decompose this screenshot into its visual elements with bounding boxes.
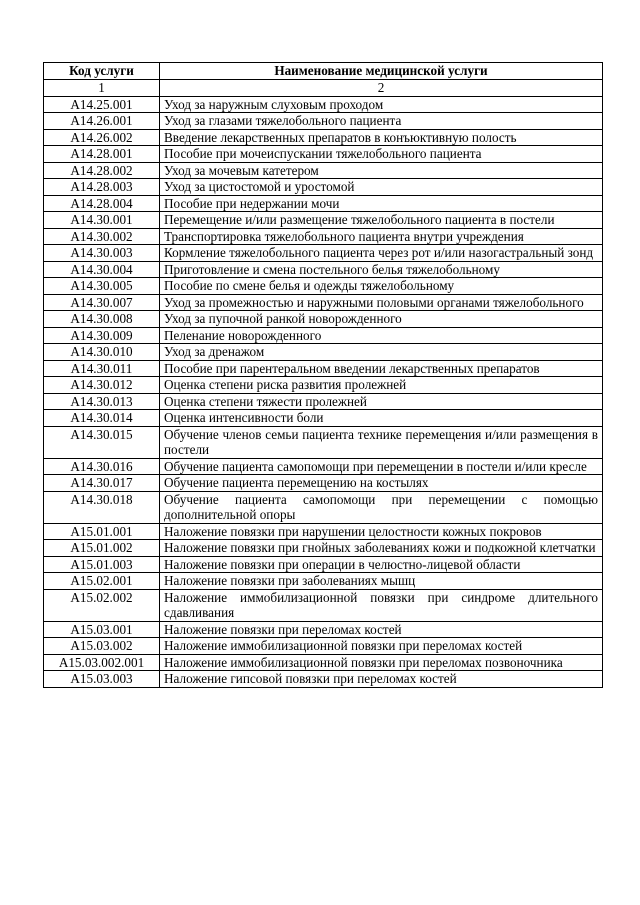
table-row [44,638,603,655]
service-name-cell: Уход за наружным слуховым проходом [160,96,603,113]
service-code-cell: A14.30.009 [44,327,160,344]
service-code-cell: A14.30.001 [44,212,160,229]
service-code-cell: A14.30.008 [44,311,160,328]
service-code-cell: A15.02.001 [44,573,160,590]
service-code-cell: A14.28.004 [44,195,160,212]
service-name-cell: Обучение пациента перемещению на костылях [160,475,603,492]
table-row [44,278,603,295]
table-row [44,654,603,671]
table-row [44,393,603,410]
service-code-cell: A14.30.016 [44,458,160,475]
table-row [44,621,603,638]
table-row [44,113,603,130]
table-row [44,129,603,146]
table-row [44,212,603,229]
service-name-cell: Оценка интенсивности боли [160,410,603,427]
table-row [44,228,603,245]
service-name-cell: Наложение иммобилизационной повязки при синдроме длительного сдавливания [160,589,603,621]
service-code-cell: A14.30.005 [44,278,160,295]
service-code-cell: A15.01.002 [44,540,160,557]
table-row [44,671,603,688]
service-name-cell: Уход за мочевым катетером [160,162,603,179]
service-name-cell: Пособие при парентеральном введении лекарственных препаратов [160,360,603,377]
table-row [44,162,603,179]
service-name-cell: Пособие при недержании мочи [160,195,603,212]
service-name-cell: Уход за дренажом [160,344,603,361]
table-row [44,573,603,590]
service-name-cell: Наложение повязки при нарушении целостности кожных покровов [160,523,603,540]
service-code-cell: A14.30.004 [44,261,160,278]
service-name-cell: Приготовление и смена постельного белья тяжелобольному [160,261,603,278]
document-page [43,62,602,688]
service-code-cell: A14.30.003 [44,245,160,262]
service-code-cell: A14.30.018 [44,491,160,523]
service-name-cell: Кормление тяжелобольного пациента через рот и/или назогастральный зонд [160,245,603,262]
service-name-cell: Наложение повязки при переломах костей [160,621,603,638]
service-code-cell: A14.28.003 [44,179,160,196]
service-code-cell: A15.01.003 [44,556,160,573]
service-code-cell: A14.25.001 [44,96,160,113]
table-row [44,146,603,163]
service-code-cell: A14.26.002 [44,129,160,146]
table-row [44,96,603,113]
header-row [44,63,603,80]
service-name-cell: Наложение иммобилизационной повязки при переломах костей [160,638,603,655]
service-name-cell: Оценка степени тяжести пролежней [160,393,603,410]
service-name-cell: Наложение повязки при операции в челюстно-лицевой области [160,556,603,573]
service-code-cell: A14.30.002 [44,228,160,245]
service-name-cell: Обучение членов семьи пациента технике перемещения и/или размещения в постели [160,426,603,458]
service-name-cell: Пеленание новорожденного [160,327,603,344]
service-code-cell: A14.30.010 [44,344,160,361]
service-code-cell: A14.28.001 [44,146,160,163]
service-name-cell: Оценка степени риска развития пролежней [160,377,603,394]
table-row [44,311,603,328]
table-row [44,410,603,427]
table-row [44,179,603,196]
service-code-cell: A14.30.015 [44,426,160,458]
service-code-cell: A15.03.002 [44,638,160,655]
table-row [44,540,603,557]
column-number-1: 1 [44,80,160,97]
service-name-cell: Введение лекарственных препаратов в конъюктивную полость [160,129,603,146]
service-name-cell: Обучение пациента самопомощи при перемещении с помощью дополнительной опоры [160,491,603,523]
service-code-cell: A15.03.003 [44,671,160,688]
table-row [44,327,603,344]
table-row [44,261,603,278]
service-name-cell: Транспортировка тяжелобольного пациента внутри учреждения [160,228,603,245]
service-code-cell: A15.03.002.001 [44,654,160,671]
column-number-2: 2 [160,80,603,97]
service-code-cell: A14.30.011 [44,360,160,377]
service-code-cell: A14.28.002 [44,162,160,179]
service-code-cell: A14.30.014 [44,410,160,427]
service-name-cell: Перемещение и/или размещение тяжелобольного пациента в постели [160,212,603,229]
service-code-cell: A15.03.001 [44,621,160,638]
service-name-cell: Наложение повязки при гнойных заболеваниях кожи и подкожной клетчатки [160,540,603,557]
service-code-cell: A14.30.017 [44,475,160,492]
service-code-cell: A15.02.002 [44,589,160,621]
table-row [44,556,603,573]
service-name-cell: Уход за глазами тяжелобольного пациента [160,113,603,130]
table-row [44,360,603,377]
service-name-cell: Пособие по смене белья и одежды тяжелобольному [160,278,603,295]
table-row [44,426,603,458]
service-code-cell: A14.30.007 [44,294,160,311]
header-code: Код услуги [44,63,160,80]
service-name-cell: Обучение пациента самопомощи при перемещении в постели и/или кресле [160,458,603,475]
table-row [44,589,603,621]
table-row [44,294,603,311]
service-name-cell: Уход за промежностью и наружными половыми органами тяжелобольного [160,294,603,311]
services-table [43,62,603,688]
service-name-cell: Наложение иммобилизационной повязки при переломах позвоночника [160,654,603,671]
service-name-cell: Уход за цистостомой и уростомой [160,179,603,196]
column-number-row [44,80,603,97]
table-row [44,458,603,475]
service-name-cell: Уход за пупочной ранкой новорожденного [160,311,603,328]
header-name: Наименование медицинской услуги [160,63,603,80]
service-name-cell: Наложение гипсовой повязки при переломах костей [160,671,603,688]
table-row [44,245,603,262]
service-name-cell: Наложение повязки при заболеваниях мышц [160,573,603,590]
service-code-cell: A15.01.001 [44,523,160,540]
service-code-cell: A14.26.001 [44,113,160,130]
table-row [44,344,603,361]
table-row [44,377,603,394]
service-name-cell: Пособие при мочеиспускании тяжелобольного пациента [160,146,603,163]
table-row [44,523,603,540]
table-row [44,195,603,212]
table-row [44,491,603,523]
service-code-cell: A14.30.012 [44,377,160,394]
service-code-cell: A14.30.013 [44,393,160,410]
table-row [44,475,603,492]
